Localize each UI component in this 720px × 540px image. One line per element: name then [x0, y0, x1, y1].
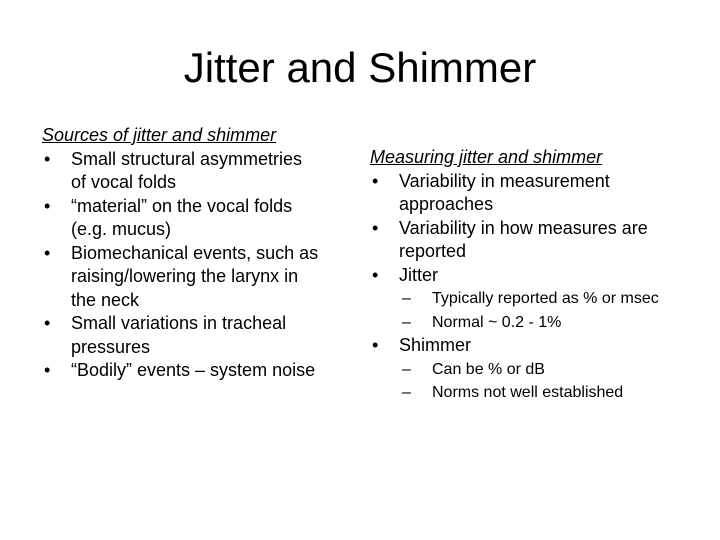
list-item [42, 312, 362, 359]
list-item-text: reported [399, 241, 467, 261]
jitter-sub-list [399, 287, 700, 334]
left-column-heading: Sources of jitter and shimmer [42, 125, 277, 145]
list-item [370, 334, 700, 405]
list-item-text: raising/lowering the larynx in [71, 266, 299, 286]
bullet-icon: • [372, 217, 379, 238]
dash-icon: – [402, 290, 411, 307]
slide-title: Jitter and Shimmer [183, 44, 537, 91]
list-item-text: Small structural asymmetries [71, 148, 303, 169]
list-item-text: Jitter [399, 264, 439, 285]
bullet-icon: • [44, 313, 51, 333]
list-item-text: Variability in measurement [399, 170, 610, 191]
list-item-text: Variability in how measures are [399, 217, 648, 238]
list-item [42, 148, 362, 195]
right-bullet-list [370, 170, 700, 405]
bullet-icon: • [44, 360, 51, 380]
sub-list-item [399, 287, 700, 311]
bullet-icon: • [372, 335, 379, 355]
bullet-icon: • [44, 148, 51, 169]
list-item-text: of vocal folds [71, 172, 177, 192]
sub-list-item-text: Normal ~ 0.2 - 1% [432, 313, 562, 331]
sub-list-item-text: Norms not well established [432, 384, 624, 401]
sub-list-item [399, 358, 700, 382]
list-item [42, 359, 362, 383]
list-item [370, 170, 700, 217]
bullet-icon: • [372, 170, 379, 191]
dash-icon: – [402, 313, 411, 331]
dash-icon: – [402, 360, 411, 378]
list-item-text: Shimmer [399, 335, 472, 355]
bullet-icon: • [44, 195, 51, 216]
sub-list-item-text: Can be % or dB [432, 360, 545, 378]
left-bullet-list [42, 148, 362, 383]
sub-list-item [399, 311, 700, 335]
list-item-text: (e.g. mucus) [71, 219, 172, 239]
list-item-text: “Bodily” events – system noise [71, 360, 316, 380]
list-item-text: Biomechanical events, such as [71, 242, 319, 263]
list-item-text: pressures [71, 336, 151, 357]
right-column-heading: Measuring jitter and shimmer [370, 147, 603, 167]
right-column [370, 146, 700, 405]
dash-icon: – [402, 384, 411, 401]
left-column [42, 124, 362, 383]
list-item-text: approaches [399, 194, 494, 214]
bullet-icon: • [372, 264, 379, 285]
bullet-icon: • [44, 242, 51, 263]
sub-list-item [399, 381, 700, 405]
list-item-text: “material” on the vocal folds [71, 195, 293, 216]
list-item [370, 217, 700, 264]
sub-list-item-text: Typically reported as % or msec [432, 290, 659, 307]
list-item-text: the neck [71, 289, 140, 310]
list-item [42, 195, 362, 242]
shimmer-sub-list [399, 358, 700, 405]
list-item [42, 242, 362, 313]
list-item [370, 264, 700, 335]
list-item-text: Small variations in tracheal [71, 313, 287, 333]
